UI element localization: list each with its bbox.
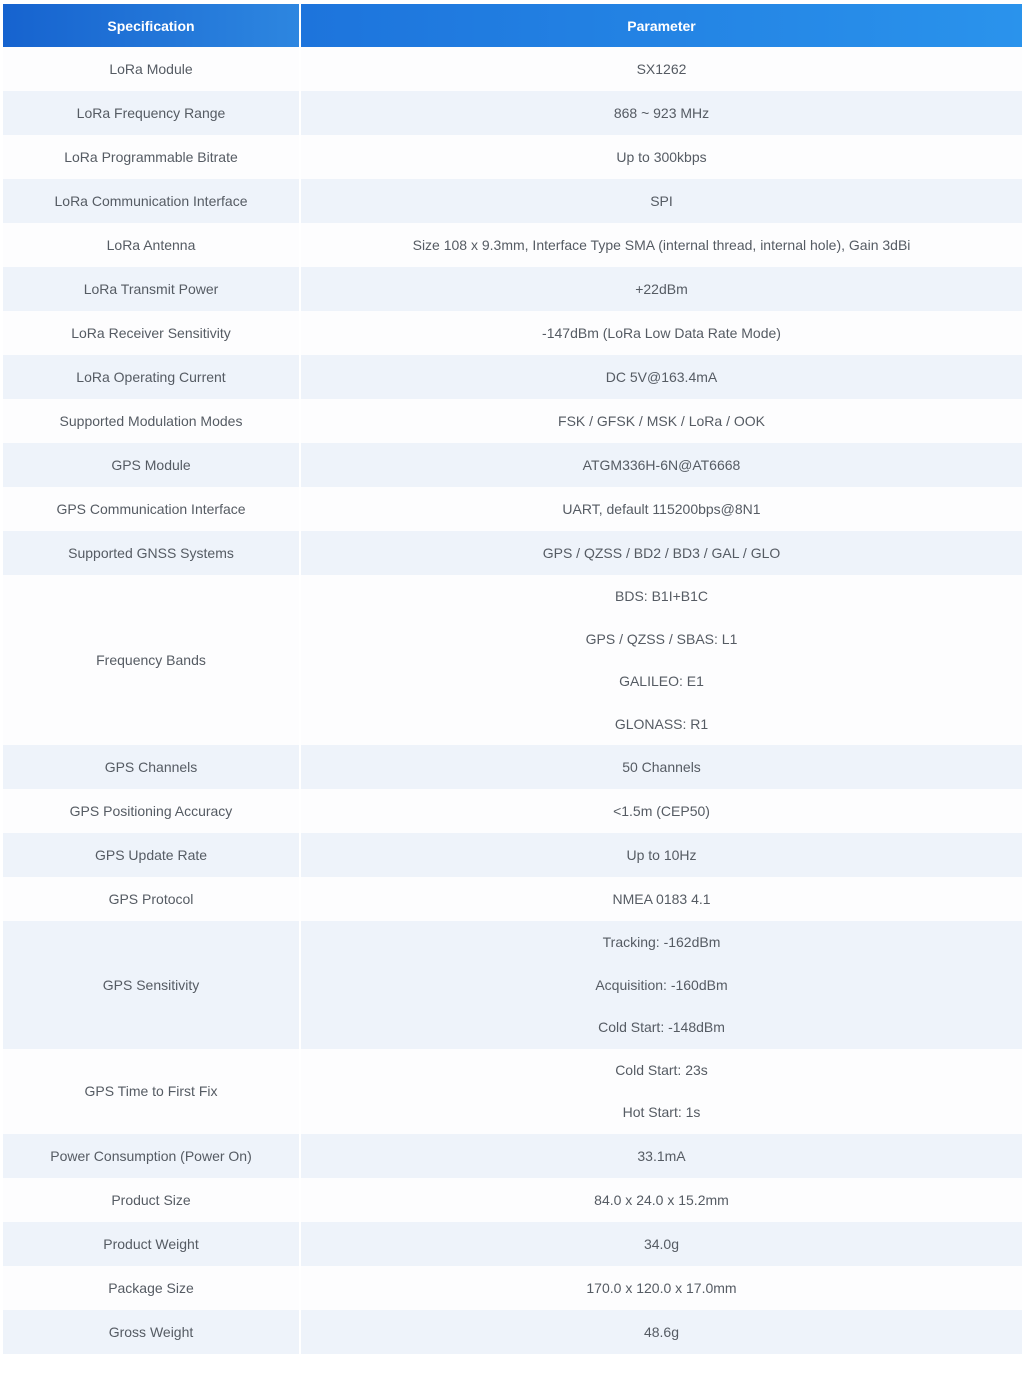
table-row xyxy=(3,575,1022,745)
table-header-row xyxy=(3,4,1022,47)
spec-cell: LoRa Programmable Bitrate xyxy=(3,135,301,179)
spec-cell: GPS Positioning Accuracy xyxy=(3,789,301,833)
spec-cell: LoRa Module xyxy=(3,47,301,91)
param-cell: Up to 300kbps xyxy=(301,135,1022,179)
spec-cell: Product Weight xyxy=(3,1222,301,1266)
table-row xyxy=(3,531,1022,575)
spec-cell: Package Size xyxy=(3,1266,301,1310)
spec-cell: Frequency Bands xyxy=(3,575,301,745)
table-row xyxy=(3,487,1022,531)
param-cell: 33.1mA xyxy=(301,1134,1022,1178)
table-row xyxy=(3,833,1022,877)
spec-cell: LoRa Communication Interface xyxy=(3,179,301,223)
param-cell: 48.6g xyxy=(301,1310,1022,1354)
param-cell: +22dBm xyxy=(301,267,1022,311)
param-cell xyxy=(301,921,1022,1049)
table-row xyxy=(3,1178,1022,1222)
param-cell: 170.0 x 120.0 x 17.0mm xyxy=(301,1266,1022,1310)
param-cell xyxy=(301,575,1022,745)
spec-cell: GPS Module xyxy=(3,443,301,487)
table-row xyxy=(3,1049,1022,1134)
table-row xyxy=(3,877,1022,921)
param-line: GALILEO: E1 xyxy=(619,673,704,689)
table-row xyxy=(3,399,1022,443)
spec-cell: LoRa Antenna xyxy=(3,223,301,267)
table-row xyxy=(3,47,1022,91)
param-cell: ATGM336H-6N@AT6668 xyxy=(301,443,1022,487)
table-row xyxy=(3,267,1022,311)
spec-cell: LoRa Receiver Sensitivity xyxy=(3,311,301,355)
param-line: Tracking: -162dBm xyxy=(602,934,721,950)
param-cell: SPI xyxy=(301,179,1022,223)
spec-cell: GPS Protocol xyxy=(3,877,301,921)
table-row xyxy=(3,1310,1022,1354)
param-cell: Up to 10Hz xyxy=(301,833,1022,877)
param-cell: 868 ~ 923 MHz xyxy=(301,91,1022,135)
spec-cell: GPS Communication Interface xyxy=(3,487,301,531)
table-row xyxy=(3,355,1022,399)
spec-table xyxy=(3,4,1022,1354)
table-row xyxy=(3,789,1022,833)
param-cell: 34.0g xyxy=(301,1222,1022,1266)
param-cell: GPS / QZSS / BD2 / BD3 / GAL / GLO xyxy=(301,531,1022,575)
spec-cell: LoRa Transmit Power xyxy=(3,267,301,311)
table-row xyxy=(3,223,1022,267)
spec-cell: GPS Update Rate xyxy=(3,833,301,877)
param-line: Hot Start: 1s xyxy=(622,1104,701,1120)
param-cell: 50 Channels xyxy=(301,745,1022,789)
param-cell xyxy=(301,1049,1022,1134)
param-line: GLONASS: R1 xyxy=(614,715,709,732)
spec-cell: Product Size xyxy=(3,1178,301,1222)
table-row xyxy=(3,745,1022,789)
param-cell: SX1262 xyxy=(301,47,1022,91)
param-cell: Size 108 x 9.3mm, Interface Type SMA (internal thread, internal hole), Gain 3dBi xyxy=(301,223,1022,267)
param-line: Cold Start: 23s xyxy=(615,1061,708,1078)
param-cell: -147dBm (LoRa Low Data Rate Mode) xyxy=(301,311,1022,355)
spec-cell: GPS Sensitivity xyxy=(3,921,301,1049)
spec-cell: Power Consumption (Power On) xyxy=(3,1134,301,1178)
spec-cell: LoRa Operating Current xyxy=(3,355,301,399)
table-row xyxy=(3,1266,1022,1310)
table-row xyxy=(3,91,1022,135)
param-cell: DC 5V@163.4mA xyxy=(301,355,1022,399)
table-row xyxy=(3,1134,1022,1178)
param-cell: UART, default 115200bps@8N1 xyxy=(301,487,1022,531)
spec-cell: LoRa Frequency Range xyxy=(3,91,301,135)
table-row xyxy=(3,179,1022,223)
table-row xyxy=(3,1222,1022,1266)
spec-cell: GPS Time to First Fix xyxy=(3,1049,301,1134)
table-row xyxy=(3,311,1022,355)
spec-cell: GPS Channels xyxy=(3,745,301,789)
table-row xyxy=(3,921,1022,1049)
spec-cell: Supported GNSS Systems xyxy=(3,531,301,575)
table-row xyxy=(3,135,1022,179)
param-line: Cold Start: -148dBm xyxy=(598,1019,725,1035)
param-cell: FSK / GFSK / MSK / LoRa / OOK xyxy=(301,399,1022,443)
param-line: BDS: B1I+B1C xyxy=(615,588,708,604)
spec-cell: Supported Modulation Modes xyxy=(3,399,301,443)
param-cell: NMEA 0183 4.1 xyxy=(301,877,1022,921)
spec-cell: Gross Weight xyxy=(3,1310,301,1354)
param-line: Acquisition: -160dBm xyxy=(595,976,728,993)
param-line: GPS / QZSS / SBAS: L1 xyxy=(585,630,738,647)
column-header-parameter: Parameter xyxy=(301,4,1022,47)
param-cell: 84.0 x 24.0 x 15.2mm xyxy=(301,1178,1022,1222)
param-cell: <1.5m (CEP50) xyxy=(301,789,1022,833)
column-header-specification: Specification xyxy=(3,4,301,47)
table-row xyxy=(3,443,1022,487)
